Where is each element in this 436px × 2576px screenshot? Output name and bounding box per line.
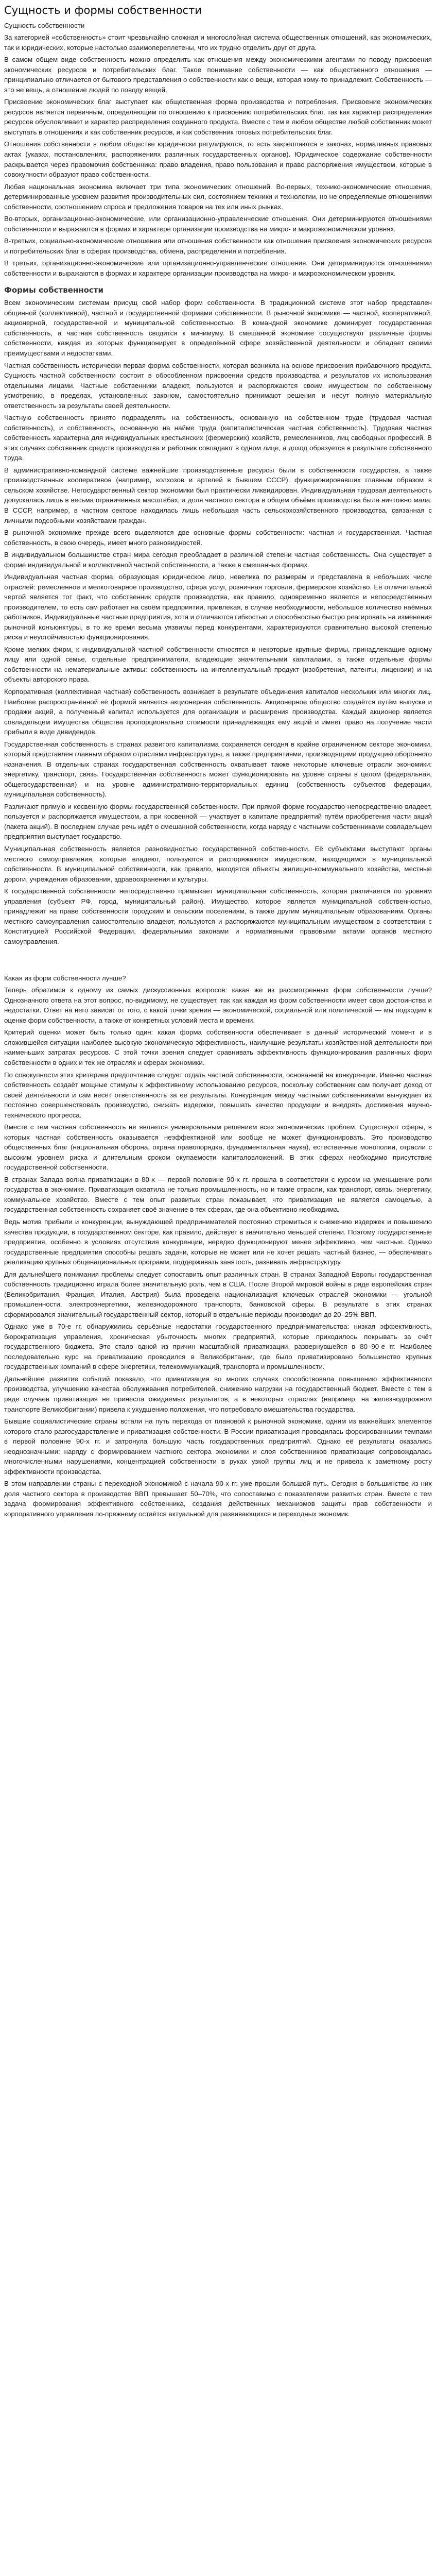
paragraph: В-третьих, социально-экономические отношения или отношения собственности как отношения присвоения экономических ресурсов и потребительских благ в сферах производства, обмена, распределения и потребления.	[4, 237, 432, 255]
paragraph: Муниципальная собственность является разновидностью государственной собственности. Её субъектами выступают органы местного самоуправления, которые владеют, пользуются и распоряжаются имуществом, находящимся в муниципальной собственности. В муниципальной собственности, как правило, находятся объекты жилищно-коммунального хозяйства, местные дороги, учреждения образования, здравоохранения и культуры.	[4, 844, 432, 883]
paragraph: Отношения собственности в любом обществе юридически регулируются, то есть закрепляются в законах, нормативных правовых актах (указах, постановлениях, распоряжениях различных государственных органов). Юридическое содержание собственности раскрывается через правомочия собственника: право владения, право пользования и право распоряжения имуществом, которые в совокупности образуют право собственности.	[4, 140, 432, 179]
paragraph: За категорией «собственность» стоит чрезвычайно сложная и многослойная система общественных отношений, как экономических, так и юридических, которые настолько взаимопереплетены, что их трудно отделить друг от друга.	[4, 33, 432, 52]
paragraph: Любая национальная экономика включает три типа экономических отношений. Во-первых, технико-экономические отношения, детерминированные уровнем развития производительных сил, состоянием техники и технологии, но не определяемые отношениями собственности, соотношением спроса и предложения товаров на тех или иных рынках.	[4, 182, 432, 211]
section-which-better	[4, 985, 432, 1519]
section-heading-essence: Сущность собственности	[4, 22, 85, 30]
paragraph: Однако уже в 70-е гг. обнаружились серьёзные недостатки государственного предпринимательства: низкая эффективность, бюрократизация управления, хроническая убыточность многих предприятий, которые приходилось покрывать за счёт государственного бюджета. Это стало одной из причин масштабной приватизации, развернувшейся в 80–90-е гг. Наиболее последовательно курс на приватизацию проводился в Великобритании, где было приватизировано большинство крупных государственных компаний в сфере энергетики, телекоммуникаций, транспорта и промышленности.	[4, 1323, 432, 1371]
paragraph: Индивидуальная частная форма, образующая юридическое лицо, невелика по размерам и представлена в небольших числе отраслей: ремесленное и мелкотоварное производство, сфера услуг, розничная торговля, фермерское хозяйство. Её отличительной чертой является тот факт, что собственник средств производства, как правило, одновременно является и непосредственным производителем, то есть сам работает на своём предприятии, привлекая, в случае необходимости, небольшое количество наёмных работников. Индивидуальные частные предприятия, хотя и отличаются гибкостью и способностью быстро реагировать на изменения рыночной конъюнктуры, в то же время весьма уязвимы перед конкурентами, характеризуются сравнительно высокой степенью риска и неустойчивостью функционирования.	[4, 573, 432, 641]
section-heading-forms: Формы собственности	[4, 285, 104, 295]
paragraph: Различают прямую и косвенную формы государственной собственности. При прямой форме государство непосредственно владеет, пользуется и распоряжается имуществом, а при косвенной — участвует в капитале предприятий путём приобретения части акций (пакета акций). В последнем случае речь идёт о смешанной собственности, когда наряду с частными собственниками совладельцем предприятия выступает государство.	[4, 802, 432, 841]
paragraph: Частную собственность принято подразделять на собственность, основанную на собственном труде (трудовая частная собственность), и собственность, основанную на найме труда (капиталистическая частная собственность). Трудовая частная собственность характерна для индивидуальных крестьянских (фермерских) хозяйств, ремесленников, лиц свободных профессий. В этих случаях собственник средств производства и работник совпадают в одном лице, а доход образуется в результате собственного труда.	[4, 414, 432, 462]
spacer	[4, 948, 432, 969]
paragraph: В административно-командной системе важнейшие производственные ресурсы были в собственности государства, а также производственных кооперативов (например, колхозов и артелей в бывшем СССР), функционировавших главным образом в сельском хозяйстве. Негосударственный сектор экономики был практически ликвидирован. Индивидуальная трудовая деятельность допускалась лишь в весьма ограниченных масштабах, а доля частного сектора в общем объёме производства была ничтожно мала. В СССР, например, в частном секторе находилась лишь небольшая часть сельскохозяйственного производства, связанная с личными подсобными хозяйствами граждан.	[4, 466, 432, 524]
paragraph: По совокупности этих критериев предпочтение следует отдать частной собственности, основанной на конкуренции. Именно частная собственность создаёт мощные стимулы к эффективному использованию ресурсов, поскольку собственник сам получает доход от своей деятельности и сам несёт ответственность за её результаты. Конкуренция между частными собственниками вынуждает их постоянно совершенствовать производство, снижать издержки, повышать качество продукции и внедрять достижения научно-технического прогресса.	[4, 1071, 432, 1119]
paragraph: Для дальнейшего понимания проблемы следует сопоставить опыт различных стран. В странах Западной Европы государственная собственность традиционно играла более значительную роль, чем в США. После Второй мировой войны в ряде европейских стран (Великобритания, Франция, Италия, Австрия) была проведена национализация ключевых отраслей экономики — угольной промышленности, электроэнергетики, железнодорожного транспорта, банковской сферы. В результате в этих странах сформировался значительный государственный сектор, который в отдельные периоды производил до 20–25% ВВП.	[4, 1270, 432, 1318]
paragraph: Государственная собственность в странах развитого капитализма сохраняется сегодня в крайне ограниченном секторе экономики, который представлен главным образом отраслями инфраструктуры, а также предприятиями, производящими продукцию оборонного назначения. В отдельных странах государственная собственность охватывает также некоторые ключевые отрасли экономики: энергетику, транспорт, связь. Государственная собственность может функционировать на уровне страны в целом (федеральная, общегосударственная) и на уровне административно-территориальных единиц (собственность субъектов федерации, муниципальная собственность).	[4, 740, 432, 799]
paragraph: Кроме мелких фирм, к индивидуальной частной собственности относятся и некоторые крупные фирмы, принадлежащие одному лицу или одной семье, отдельные предприниматели, владеющие значительными капиталами, а также отдельные формы собственности на нематериальные активы: собственность на интеллектуальный продукт (изобретения, патенты, лицензии) и на объекты авторского права.	[4, 645, 432, 684]
paragraph: К государственной собственности непосредственно примыкает муниципальная собственность, которая различается по уровням управления (субъект РФ, город, муниципальный район). Имущество, которое является муниципальной собственностью, принадлежит на праве собственности городским и сельским поселениям, а также другим муниципальным образованиям. Органы местного самоуправления самостоятельно владеют, пользуются и распоряжаются муниципальным имуществом в соответствии с Конституцией Российской Федерации, федеральными законами и нормативными правовыми актами органов местного самоуправления.	[4, 887, 432, 945]
section-heading-which-better: Какая из форм собственности лучше?	[4, 974, 126, 982]
paragraph: Дальнейшее развитие событий показало, что приватизация во многих случаях способствовала повышению эффективности производства, улучшению качества обслуживания потребителей, снижению нагрузки на государственный бюджет. Вместе с тем в ряде случаев приватизация не принесла ожидаемых результатов, а в некоторых отраслях (например, на железнодорожном транспорте Великобритании) привела к ухудшению положения, что потребовало вмешательства государства.	[4, 1375, 432, 1413]
paragraph: В этом направлении страны с переходной экономикой с начала 90-х гг. уже прошли большой путь. Сегодня в большинстве из них доля частного сектора в производстве ВВП превышает 50–70%, что сопоставимо с показателями развитых стран. Вместе с тем задача формирования эффективного собственника, создания действенных механизмов защиты прав собственности и корпоративного управления по-прежнему остаётся актуальной для развивающихся и переходных экономик.	[4, 1480, 432, 1518]
paragraph: В рыночной экономике прежде всего выделяются две основные формы собственности: частная и государственная. Частная собственность, в свою очередь, имеет много разновидностей.	[4, 529, 432, 547]
paragraph: В странах Запада волна приватизации в 80-х — первой половине 90-х гг. прошла в соответствии с курсом на уменьшение роли государства в экономике. Приватизация охватила не только промышленность, но и такие отрасли, как транспорт, связь, энергетику, коммунальное хозяйство. Вместе с тем опыт развитых стран показывает, что приватизация не является самоцелью, а государственная собственность сохраняет своё значение в тех сферах, где она объективно необходима.	[4, 1175, 432, 1214]
section-essence	[4, 32, 432, 278]
paragraph: В третьих, организационно-экономические или организационно-управленческие отношения. Они детерминируются отношениями собственности и выражаются в формах и характере организации производства на микро- и макроэкономическом уровнях.	[4, 259, 432, 277]
paragraph: Частная собственность исторически первая форма собственности, которая возникла на основе присвоения прибавочного продукта. Сущность частной собственности состоит в обособленном присвоении средств производства и результатов их использования отдельными лицами. Частные собственники владеют, пользуются и распоряжаются своим имуществом по собственному усмотрению, в пределах, установленных законом, самостоятельно принимают решения и несут полную материальную ответственность за результаты своей деятельности.	[4, 361, 432, 410]
section-forms	[4, 298, 432, 946]
paragraph: В самом общем виде собственность можно определить как отношения между экономическими агентами по поводу присвоения экономических ресурсов и потребительских благ. Такое понимание собственности — как общественного отношения — принципиально отличается от бытового представления о собственности как о вещи, которая кому-то принадлежит. Собственность — это не вещь, а отношение людей по поводу вещей.	[4, 56, 432, 94]
paragraph: Теперь обратимся к одному из самых дискуссионных вопросов: какая же из рассмотренных форм собственности лучше? Однозначного ответа на этот вопрос, по-видимому, не существует, так как каждая из форм собственности имеет свои достоинства и недостатки. Ответ на него зависит от того, с какой точки зрения — экономической, социальной или политической — мы подходим к оценке форм собственности, а также от конкретных условий места и времени.	[4, 986, 432, 1024]
paragraph: Корпоративная (коллективная частная) собственность возникает в результате объединения капиталов нескольких или многих лиц. Наиболее распространённой её формой является акционерная собственность. Акционерное общество создаётся путём выпуска и продажи акций, а полученный капитал используется для организации и расширения производства. Каждый акционер является совладельцем имущества общества пропорционально стоимости принадлежащих ему акций и имеет право на получение части прибыли в виде дивидендов.	[4, 688, 432, 736]
paragraph: Критерий оценки может быть только один: какая форма собственности обеспечивает в данный исторический момент и в сложившейся ситуации наиболее высокую экономическую эффективность, наилучшие результаты хозяйственной деятельности при наименьших затратах ресурсов. С этой точки зрения следует сравнивать эффективность функционирования различных форм собственности в одних и тех же отраслях и сферах экономики.	[4, 1028, 432, 1067]
paragraph: Во-вторых, организационно-экономические, или организационно-управленческие отношения. Они детерминируются отношениями собственности и выражаются в формах и характере организации производства на микро- и макроэкономическом уровнях.	[4, 215, 432, 233]
paragraph: Присвоение экономических благ выступает как общественная форма производства и потребления. Присвоение экономических ресурсов является первичным, определяющим по отношению к присвоению потребительских благ, так как характер распределения ресурсов обусловливает и характер распределения созданного продукта. Вместе с тем в любом обществе любой собственник может выступать в отношениях и как собственник ресурсов, и как собственник готовых потребительских благ.	[4, 98, 432, 136]
paragraph: Ведь мотив прибыли и конкуренции, вынуждающей предпринимателей постоянно стремиться к снижению издержек и повышению качества продукции, в государственном секторе, как правило, действует в значительно меньшей степени. Поэтому государственные предприятия, особенно в условиях отсутствия конкуренции, нередко функционируют менее эффективно, чем частные. Однако государственные предприятия способны решать задачи, которые не может или не хочет решать частный бизнес, — обеспечивать реализацию крупных общенациональных программ, поддерживать занятость, развивать инфраструктуру.	[4, 1217, 432, 1266]
paragraph: Вместе с тем частная собственность не является универсальным решением всех экономических проблем. Существуют сферы, в которых частная собственность оказывается неэффективной или вообще не может функционировать. Это производство общественных благ (национальная оборона, охрана правопорядка, фундаментальная наука), естественные монополии, отрасли с высоким уровнем риска и длительным сроком окупаемости капиталовложений. В этих сферах необходимо присутствие государственной собственности.	[4, 1123, 432, 1172]
paragraph: Всем экономическим системам присущ свой набор форм собственности. В традиционной системе этот набор представлен общинной (коллективной), частной и государственной формами собственности. В рыночной экономике — частной, кооперативной, акционерной, государственной и муниципальной собственностью. В командной экономике доминирует государственная собственность, а частная собственность сводится к минимуму. В смешанной экономике сосуществуют различные формы собственности, каждая из которых функционирует в определённой сфере хозяйственной деятельности и обладает своими преимуществами и недостатками.	[4, 299, 432, 358]
paragraph: В индивидуальном большинстве стран мира сегодня преобладает в различной степени частная собственность. Она существует в форме индивидуальной и коллективной частной собственности, а также в смешанных формах.	[4, 551, 432, 569]
paragraph: Бывшие социалистические страны встали на путь перехода от плановой к рыночной экономике, одним из важнейших элементов которого стало разгосударствление и приватизация собственности. В России приватизация проводилась форсированными темпами в первой половине 90-х гг. и затронула большую часть государственных предприятий. Однако её результаты оказались неоднозначными: наряду с формированием частного сектора экономики и слоя собственников приватизация сопровождалась многочисленными нарушениями, концентрацией собственности в руках узкой группы лиц и не привела к заметному росту эффективности производства.	[4, 1417, 432, 1476]
page-title: Сущность и формы собственности	[4, 4, 202, 16]
